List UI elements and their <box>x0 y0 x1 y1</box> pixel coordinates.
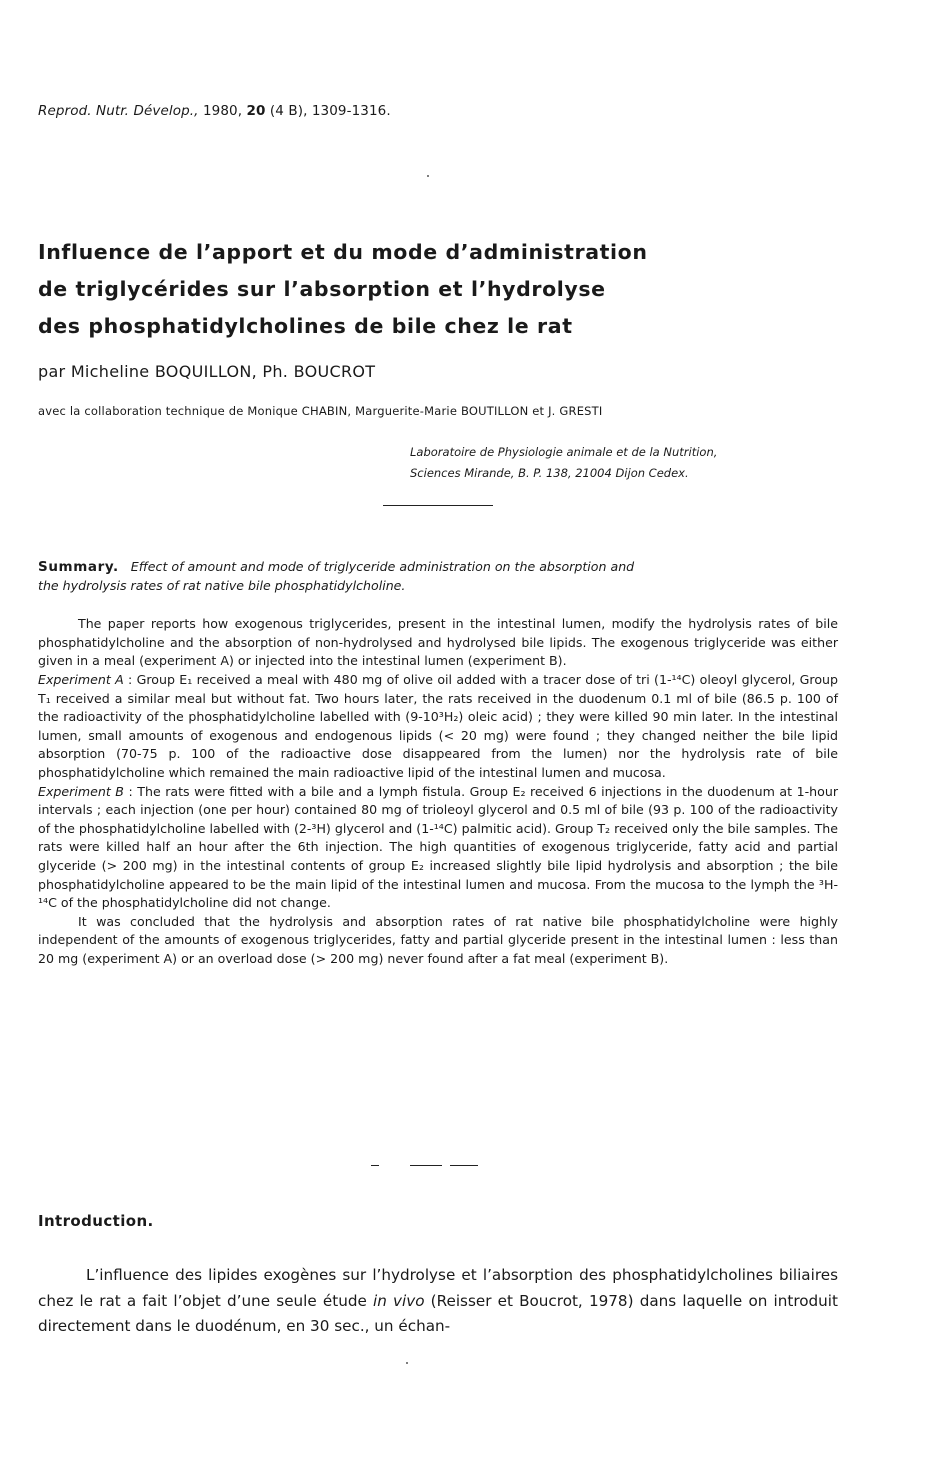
ornament-dash-2 <box>410 1165 442 1166</box>
affiliation-line-1: Laboratoire de Physiologie animale et de la Nutrition, <box>410 445 718 459</box>
author-line: par Micheline BOQUILLON, Ph. BOUCROT <box>38 362 376 381</box>
introduction-text-before: L’influence des lipides exogènes sur l’hydrolyse et l’absorption des phosphatidylcholines biliaires chez le rat a fait l’objet d’une seule étude <box>38 1266 838 1310</box>
scan-speck <box>406 1362 408 1364</box>
citation-journal: Reprod. Nutr. Dévelop., <box>38 103 199 119</box>
summary-subtitle-wrap <box>38 577 838 596</box>
summary-paragraph-intro: The paper reports how exogenous triglycerides, present in the intestinal lumen, modify the hydrolysis rates of bile phosphatidylcholine and the absorption of non-hydrolysed and hydrolysed bile lipids. The exogenous triglyceride was either given in a meal (experiment A) or injected into the intestinal lumen (experiment B). <box>38 616 838 669</box>
summary-label: Summary. <box>38 559 119 575</box>
title-line-1: Influence de l’apport et du mode d’administration <box>38 240 648 264</box>
collaboration-line: avec la collaboration technique de Monique CHABIN, Marguerite-Marie BOUTILLON et J. GRESTI <box>38 404 603 418</box>
summary-conclusion: It was concluded that the hydrolysis and absorption rates of rat native bile phosphatidylcholine were highly independent of the amounts of exogenous triglycerides, fatty and partial glyceride present in the intestinal lumen : less than 20 mg (experiment A) or an overload dose (> 200 mg) never found after a fat meal (experiment B). <box>38 913 838 966</box>
ornament-dash-3 <box>450 1165 478 1166</box>
summary-experiment-a <box>38 671 838 783</box>
citation-issue-pages: (4 B), 1309-1316. <box>269 103 391 119</box>
introduction-text-italic: in vivo <box>372 1291 425 1310</box>
citation-year: 1980, <box>202 103 243 119</box>
citation-volume: 20 <box>246 103 266 119</box>
title-line-2: de triglycérides sur l’absorption et l’hydrolyse <box>38 277 606 301</box>
experiment-a-label: Experiment A <box>38 671 124 687</box>
experiment-a-text: : Group E₁ received a meal with 480 mg of olive oil added with a tracer dose of tri (1-¹⁴C) oleoyl glycerol, Group T₁ received a similar meal but without fat. Two hours later, the rats received in the duodenum 0.1 ml of bile (86.5 p. 100 of the radioactivity of the phosphatidylcholine labelled with (9-10³H₂) oleic acid) ; they were killed 90 min later. In the intestinal lumen, small amounts of exogenous and endogenous lipids (< 20 mg) were found ; they changed neither the bile lipid absorption (70-75 p. 100 of the radioactive dose disappeared from the lumen) nor the hydrolysis rate of bile phosphatidylcholine which remained the main radioactive lipid of the intestinal lumen and mucosa. <box>38 671 838 780</box>
summary-section <box>38 558 838 968</box>
summary-heading <box>38 558 838 577</box>
introduction-text-after: (Reisser et Boucrot, 1978) dans laquelle on introduit directement dans le duodénum, en 30 sec., un échan- <box>38 1291 838 1335</box>
summary-experiment-b <box>38 783 838 913</box>
affiliation-line-2: Sciences Mirande, B. P. 138, 21004 Dijon Cedex. <box>410 466 689 480</box>
summary-subtitle-line-2: the hydrolysis rates of rat native bile phosphatidylcholine. <box>38 577 406 593</box>
experiment-b-label: Experiment B <box>38 783 124 799</box>
introduction-heading: Introduction. <box>38 1212 154 1230</box>
summary-subtitle-line-1: Effect of amount and mode of triglyceride administration on the absorption and <box>130 559 635 574</box>
introduction-paragraph <box>38 1263 838 1340</box>
journal-citation <box>38 103 391 119</box>
ornament-dash-1 <box>371 1165 379 1166</box>
article-title <box>38 234 878 345</box>
experiment-b-text: : The rats were fitted with a bile and a lymph fistula. Group E₂ received 6 injections in the duodenum at 1-hour intervals ; each injection (one per hour) contained 80 mg of trioleoyl glycerol and 0.5 ml of bile (93 p. 100 of the radioactivity of the phosphatidylcholine labelled with (2-³H) glycerol and (1-¹⁴C) palmitic acid). Group T₂ received only the bile samples. The rats were killed half an hour after the 6th injection. The high quantities of exogenous triglyceride, fatty acid and partial glyceride (> 200 mg) in the intestinal contents of group E₂ increased slightly bile lipid hydrolysis and absorption ; the bile phosphatidylcholine appeared to be the main lipid of the intestinal lumen and mucosa. From the mucosa to the lymph the ³H-¹⁴C of the phosphatidylcholine did not change. <box>38 783 838 911</box>
scan-speck <box>427 175 429 177</box>
section-divider <box>383 505 493 506</box>
affiliation <box>410 442 717 484</box>
title-line-3: des phosphatidylcholines de bile chez le rat <box>38 314 573 338</box>
